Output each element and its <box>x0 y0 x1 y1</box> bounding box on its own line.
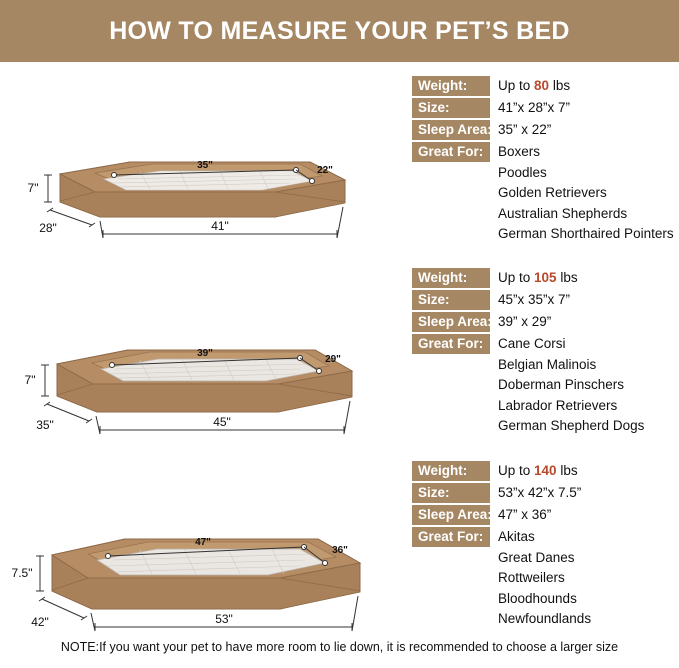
list-item: Doberman Pinschers <box>498 377 625 392</box>
spec-label-size: Size: <box>412 290 490 310</box>
spec-value-sleep-area: 39” x 29” <box>498 314 552 329</box>
spec-table-3 <box>412 461 674 632</box>
spec-row-size <box>412 98 674 118</box>
dim-inner-right-1: 22" <box>317 165 333 176</box>
list-item: Akitas <box>498 529 535 544</box>
list-item: Rottweilers <box>498 570 565 585</box>
dim-height-2: 7" <box>24 373 36 387</box>
spec-label-weight: Weight: <box>412 76 490 96</box>
spec-row-great-for <box>412 334 674 437</box>
spec-label-great-for: Great For: <box>412 527 490 547</box>
spec-row-size <box>412 483 674 503</box>
spec-value-weight: Up to 80 lbs <box>498 78 571 93</box>
dim-height-1: 7" <box>27 181 39 195</box>
bed-illustration-1 <box>0 62 400 254</box>
list-item: Boxers <box>498 144 541 159</box>
list-item: Bloodhounds <box>498 590 577 606</box>
spec-value-weight: Up to 140 lbs <box>498 463 578 478</box>
spec-row-sleep-area <box>412 505 674 525</box>
dim-depth-3: 42" <box>31 615 49 629</box>
list-item: Belgian Malinois <box>498 356 597 372</box>
great-for-list <box>490 527 591 630</box>
spec-label-weight: Weight: <box>412 461 490 481</box>
spec-value-size: 45”x 35”x 7” <box>498 292 571 307</box>
dim-inner-top-3: 47" <box>195 537 211 548</box>
spec-value-sleep-area: 35” x 22” <box>498 122 552 137</box>
dim-height-3: 7.5" <box>11 566 33 580</box>
bed-size-section-2 <box>0 254 679 447</box>
list-item: Golden Retrievers <box>498 185 607 200</box>
dim-inner-top-2: 39" <box>197 348 213 359</box>
list-item: German Shorthaired Pointers <box>498 226 674 241</box>
bed-diagram-large <box>0 447 400 643</box>
spec-label-great-for: Great For: <box>412 334 490 354</box>
spec-row-weight <box>412 461 674 481</box>
spec-value-weight: Up to 105 lbs <box>498 270 578 285</box>
list-item: Australian Shepherds <box>498 205 628 221</box>
spec-row-weight <box>412 76 674 96</box>
list-item: Labrador Retrievers <box>498 397 618 413</box>
bed-size-section-3 <box>0 447 679 643</box>
dim-inner-right-3: 36" <box>332 545 348 556</box>
spec-row-sleep-area <box>412 120 674 140</box>
great-for-list <box>490 334 644 437</box>
spec-label-sleep-area: Sleep Area: <box>412 120 490 140</box>
spec-row-great-for <box>412 142 674 245</box>
list-item: Great Danes <box>498 549 575 565</box>
spec-label-sleep-area: Sleep Area: <box>412 505 490 525</box>
list-item: Newfoundlands <box>498 611 592 626</box>
dim-inner-top-1: 35" <box>197 160 213 171</box>
list-item: Poodles <box>498 164 547 180</box>
list-item: German Shepherd Dogs <box>498 418 645 433</box>
spec-table-2 <box>412 268 674 439</box>
spec-value-size: 41”x 28”x 7” <box>498 100 571 115</box>
footer-note: NOTE:If you want your pet to have more room to lie down, it is recommended to choose a larger size <box>60 640 619 654</box>
spec-label-size: Size: <box>412 98 490 118</box>
dim-depth-1: 28" <box>39 221 57 235</box>
dim-width-3: 53" <box>215 612 233 626</box>
spec-value-sleep-area: 47” x 36” <box>498 507 552 522</box>
spec-label-sleep-area: Sleep Area: <box>412 312 490 332</box>
bed-diagram-small <box>0 62 400 254</box>
spec-label-size: Size: <box>412 483 490 503</box>
list-item: Cane Corsi <box>498 336 566 351</box>
great-for-list <box>490 142 674 245</box>
dim-depth-2: 35" <box>36 418 54 432</box>
dim-width-1: 41" <box>211 219 229 233</box>
spec-value-size: 53”x 42”x 7.5” <box>498 485 582 500</box>
bed-illustration-2 <box>0 254 400 447</box>
bed-diagram-medium <box>0 254 400 447</box>
spec-label-great-for: Great For: <box>412 142 490 162</box>
spec-table-1 <box>412 76 674 247</box>
spec-row-size <box>412 290 674 310</box>
dim-width-2: 45" <box>213 415 231 429</box>
dim-inner-right-2: 29" <box>325 354 341 365</box>
spec-row-great-for <box>412 527 674 630</box>
spec-row-sleep-area <box>412 312 674 332</box>
spec-row-weight <box>412 268 674 288</box>
bed-size-section-1 <box>0 62 679 254</box>
page-title: HOW TO MEASURE YOUR PET’S BED <box>109 16 570 45</box>
page-header <box>0 0 679 62</box>
bed-illustration-3 <box>0 447 400 643</box>
spec-label-weight: Weight: <box>412 268 490 288</box>
